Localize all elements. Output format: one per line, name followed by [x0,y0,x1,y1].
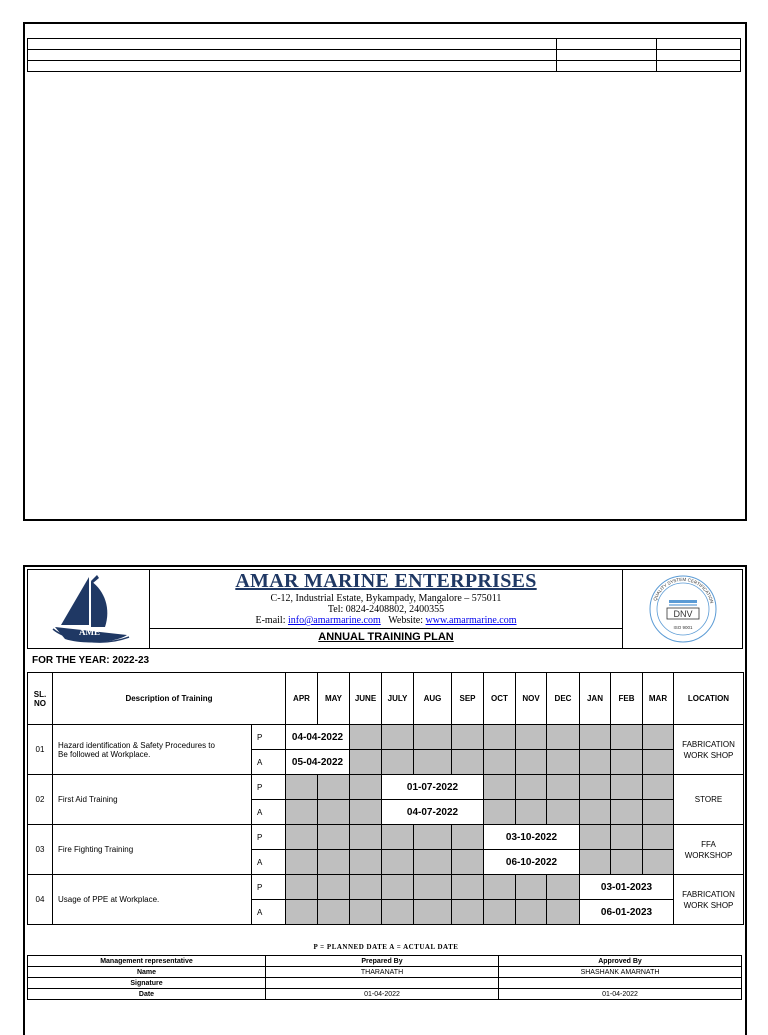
company-telephone: Tel: 0824-2408802, 2400355 [327,604,445,615]
fill-cell [611,725,643,750]
fill-cell [547,725,580,750]
month-header: JAN [580,673,611,725]
fill-cell [382,900,414,925]
fill-cell [580,800,611,825]
fill-cell [580,850,611,875]
fill-cell [382,875,414,900]
training-plan-table [27,672,744,925]
fill-cell [452,825,484,850]
fill-cell [516,725,547,750]
fill-cell [414,900,452,925]
fill-cell [350,900,382,925]
company-address: C-12, Industrial Estate, Bykampady, Mangalore – 575011 [270,593,502,604]
fill-cell [286,775,318,800]
fill-cell [414,825,452,850]
name-label: Name [28,967,266,978]
training-location: FABRICATION WORK SHOP [674,725,744,775]
planned-label: P [252,725,286,750]
fill-cell [611,850,643,875]
fill-cell [516,775,547,800]
actual-date: 06-01-2023 [580,900,674,925]
date-legend: P = PLANNED DATE A = ACTUAL DATE [313,943,459,951]
blank-cell [657,50,741,61]
month-header: FEB [611,673,643,725]
training-location: STORE [674,775,744,825]
prepared-by-label: Prepared By [266,956,499,967]
fill-cell [286,875,318,900]
fill-cell [452,850,484,875]
blank-cell [28,61,557,72]
email-link[interactable]: info@amarmarine.com [287,615,381,626]
training-description: Fire Fighting Training [53,825,252,875]
training-location: FABRICATION WORK SHOP [674,875,744,925]
fill-cell [547,750,580,775]
fill-cell [286,900,318,925]
location-header: LOCATION [674,673,744,725]
fill-cell [516,800,547,825]
fill-cell [350,825,382,850]
company-logo [27,569,150,649]
fill-cell [484,725,516,750]
fill-cell [547,775,580,800]
fill-cell [452,725,484,750]
fill-cell [452,875,484,900]
actual-label: A [252,850,286,875]
logo-text: AME [79,627,100,637]
email-label: E-mail: [255,615,288,626]
fill-cell [414,875,452,900]
page-1-frame [23,22,747,521]
blank-cell [557,61,657,72]
fill-cell [580,775,611,800]
fill-cell [414,750,452,775]
fill-cell [580,750,611,775]
fill-cell [643,825,674,850]
fill-cell [350,725,382,750]
fill-cell [350,750,382,775]
actual-label: A [252,750,286,775]
sailboat-logo-icon [27,569,150,649]
month-header: DEC [547,673,580,725]
actual-date: 04-07-2022 [382,800,484,825]
sl-no: 01 [28,725,53,775]
fill-cell [382,725,414,750]
fill-cell [286,825,318,850]
prepared-signature [266,978,499,989]
signoff-table [27,955,742,1000]
fill-cell [350,850,382,875]
fill-cell [643,800,674,825]
sl-no-header: SL. NO [28,673,53,725]
fill-cell [580,725,611,750]
description-header: Description of Training [53,673,286,725]
training-location: FFA WORKSHOP [674,825,744,875]
fill-cell [484,800,516,825]
sl-no: 02 [28,775,53,825]
month-header: JULY [382,673,414,725]
fill-cell [547,800,580,825]
fill-cell [414,850,452,875]
fill-cell [484,875,516,900]
company-name: AMAR MARINE ENTERPRISES [235,570,537,592]
sl-no: 03 [28,825,53,875]
sl-no: 04 [28,875,53,925]
actual-label: A [252,900,286,925]
month-header: MAR [643,673,674,725]
fill-cell [643,750,674,775]
company-contact-line [150,615,622,627]
month-header: NOV [516,673,547,725]
fill-cell [643,725,674,750]
fill-cell [611,800,643,825]
actual-date: 06-10-2022 [484,850,580,875]
fill-cell [484,775,516,800]
month-header: SEP [452,673,484,725]
dnv-iso-seal-icon [623,569,744,649]
table-row [28,825,744,850]
fill-cell [611,750,643,775]
page-1-header-table [27,38,741,72]
fill-cell [382,850,414,875]
fill-cell [318,800,350,825]
planned-date: 03-01-2023 [580,875,674,900]
fill-cell [516,900,547,925]
fill-cell [382,825,414,850]
date-label: Date [28,989,266,1000]
planned-label: P [252,775,286,800]
plan-title: ANNUAL TRAINING PLAN [318,631,454,643]
mgmt-rep-label: Management representative [28,956,266,967]
table-row [28,875,744,900]
fill-cell [611,825,643,850]
actual-date: 05-04-2022 [286,750,350,775]
blank-cell [28,39,557,50]
fill-cell [318,900,350,925]
table-header-row [28,673,744,725]
table-row [28,775,744,800]
fill-cell [643,850,674,875]
planned-label: P [252,875,286,900]
fill-cell [414,725,452,750]
planned-date: 03-10-2022 [484,825,580,850]
cert-arc-text: QUALITY SYSTEM CERTIFICATION [652,576,715,604]
fill-cell [452,750,484,775]
fill-cell [318,775,350,800]
fill-cell [643,775,674,800]
table-row [28,725,744,750]
planned-date: 04-04-2022 [286,725,350,750]
blank-cell [657,61,741,72]
fill-cell [516,750,547,775]
fill-cell [286,800,318,825]
training-description: First Aid Training [53,775,252,825]
fill-cell [350,775,382,800]
planned-date: 01-07-2022 [382,775,484,800]
blank-cell [657,39,741,50]
fill-cell [350,875,382,900]
website-label: Website: [388,615,426,626]
training-description: Hazard identification & Safety Procedures to Be followed at Workplace. [53,725,252,775]
fill-cell [611,775,643,800]
month-header: APR [286,673,318,725]
fill-cell [484,900,516,925]
fill-cell [286,850,318,875]
month-header: OCT [484,673,516,725]
website-link[interactable]: www.amarmarine.com [425,615,517,626]
fill-cell [350,800,382,825]
signature-label: Signature [28,978,266,989]
month-header: MAY [318,673,350,725]
blank-cell [557,50,657,61]
prepared-date: 01-04-2022 [266,989,499,1000]
month-header: JUNE [350,673,382,725]
training-description: Usage of PPE at Workplace. [53,875,252,925]
fill-cell [452,900,484,925]
fill-cell [382,750,414,775]
fill-cell [580,825,611,850]
fill-cell [318,875,350,900]
fill-cell [547,875,580,900]
blank-cell [557,39,657,50]
planned-label: P [252,825,286,850]
month-header: AUG [414,673,452,725]
title-divider [150,628,622,629]
approved-signature [499,978,742,989]
approved-by-label: Approved By [499,956,742,967]
prepared-name: THARANATH [266,967,499,978]
blank-cell [28,50,557,61]
cert-brand: DNV [673,609,693,619]
fill-cell [484,750,516,775]
approved-date: 01-04-2022 [499,989,742,1000]
actual-label: A [252,800,286,825]
fill-cell [318,825,350,850]
fill-cell [547,900,580,925]
approved-name: SHASHANK AMARNATH [499,967,742,978]
fill-cell [318,850,350,875]
certification-mark [622,569,743,649]
fill-cell [516,875,547,900]
year-label: FOR THE YEAR: 2022-23 [32,655,150,666]
cert-standard: ISO 9001 [673,625,693,630]
